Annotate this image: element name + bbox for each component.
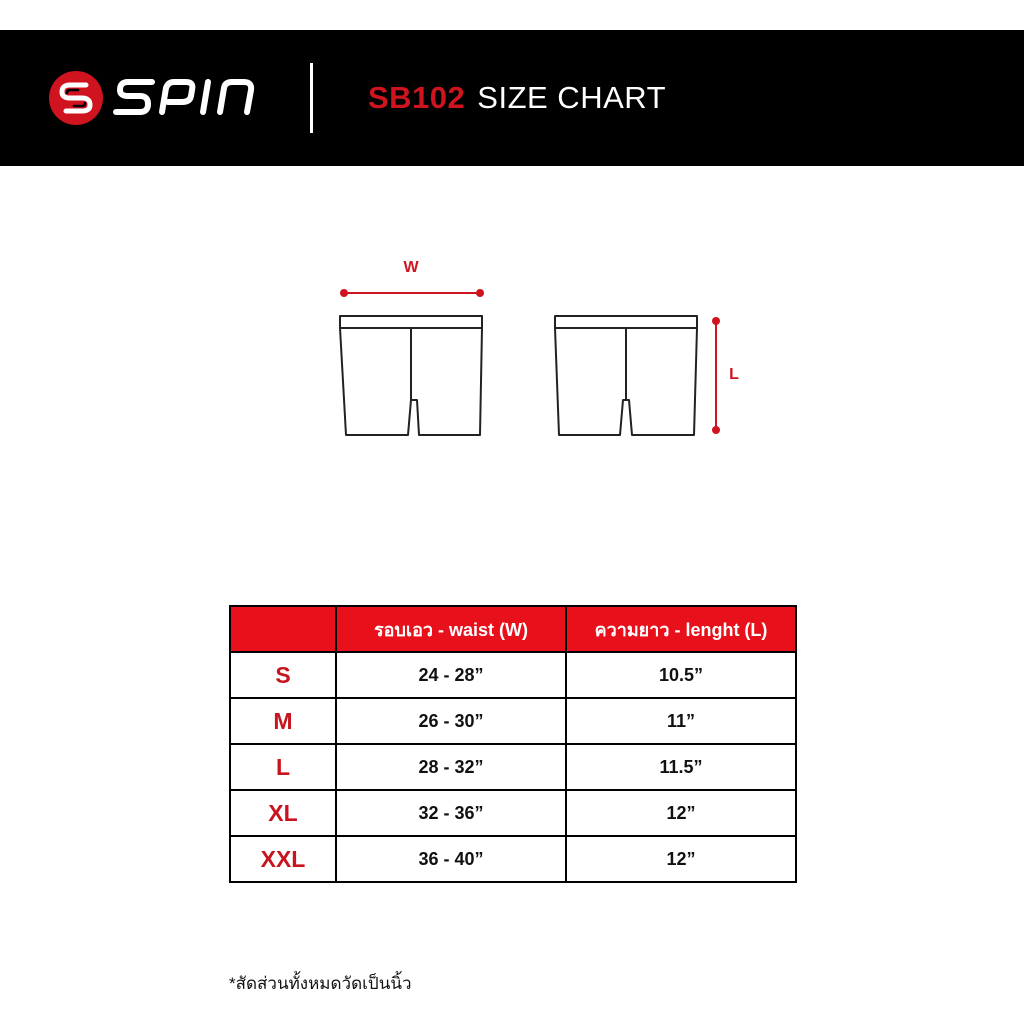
footnote: *สัดส่วนทั้งหมดวัดเป็นนิ้ว (229, 974, 412, 993)
waist-cell: 24 - 28” (336, 652, 566, 698)
table-row (230, 744, 796, 790)
size-cell: L (230, 744, 336, 790)
waist-cell: 28 - 32” (336, 744, 566, 790)
length-measure-line (712, 317, 720, 434)
length-column-header: ความยาว - lenght (L) (566, 606, 796, 652)
shorts-front-icon (340, 316, 482, 435)
table-row (230, 790, 796, 836)
size-column-header (230, 606, 336, 652)
page-title (368, 78, 666, 118)
width-label: W (403, 259, 419, 276)
measurement-diagram (320, 245, 760, 455)
header-bar (0, 30, 1024, 166)
size-cell: XL (230, 790, 336, 836)
table-row (230, 698, 796, 744)
model-code: SB102 (368, 80, 466, 115)
table-row (230, 652, 796, 698)
table-header-row (230, 606, 796, 652)
size-cell: M (230, 698, 336, 744)
spin-wordmark (112, 72, 268, 122)
header-divider (310, 63, 313, 133)
size-cell: XXL (230, 836, 336, 882)
length-cell: 11” (566, 698, 796, 744)
length-cell: 12” (566, 790, 796, 836)
spin-logo-icon (48, 70, 104, 126)
waist-cell: 32 - 36” (336, 790, 566, 836)
length-cell: 11.5” (566, 744, 796, 790)
length-cell: 10.5” (566, 652, 796, 698)
size-chart-heading: SIZE CHART (477, 80, 667, 115)
shorts-back-icon (555, 316, 697, 435)
width-measure-line (340, 289, 484, 297)
waist-column-header: รอบเอว - waist (W) (336, 606, 566, 652)
size-table (229, 605, 797, 883)
waist-cell: 26 - 30” (336, 698, 566, 744)
table-row (230, 836, 796, 882)
length-label: L (729, 366, 739, 383)
length-cell: 12” (566, 836, 796, 882)
size-cell: S (230, 652, 336, 698)
waist-cell: 36 - 40” (336, 836, 566, 882)
